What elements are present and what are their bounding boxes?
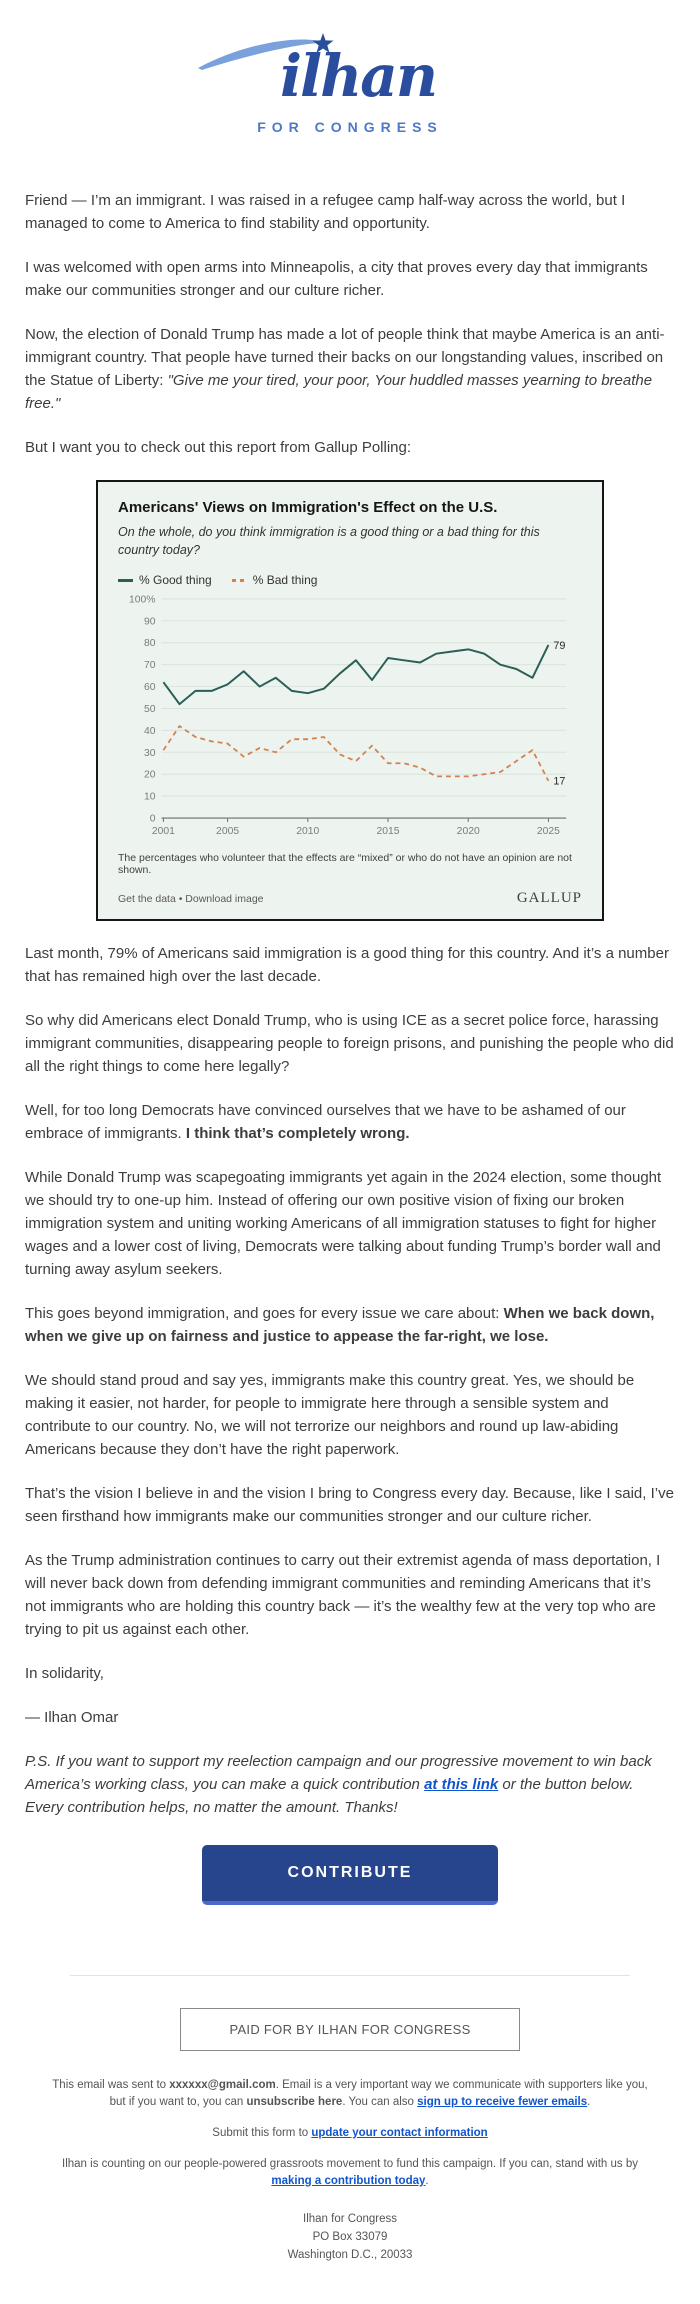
gallup-wordmark: GALLUP: [516, 889, 582, 906]
gallup-chart-card: [96, 480, 604, 921]
text-run: . You can also: [342, 2095, 418, 2108]
svg-text:2001: 2001: [151, 825, 175, 837]
text-run: unsubscribe here: [246, 2095, 343, 2108]
body-paragraph: [25, 256, 675, 302]
text-run: That’s the vision I believe in and the vision I bring to Congress every day. Because, like I said, I’ve seen firsthand how immigrants make our communities stronger and our culture richer.: [25, 1484, 674, 1525]
body-paragraph: [25, 1166, 675, 1281]
body-paragraph: [25, 189, 675, 235]
text-run: But I want you to check out this report from Gallup Polling:: [25, 439, 412, 456]
dashed-line-swatch-icon: [232, 579, 247, 582]
body-paragraph: [25, 323, 675, 415]
svg-text:20: 20: [143, 769, 156, 781]
legend-item: [118, 573, 212, 587]
footer-divider: [70, 1975, 630, 1976]
svg-text:0: 0: [149, 813, 156, 825]
address-city: Washington D.C., 20033: [287, 2248, 413, 2261]
campaign-logo: [0, 28, 700, 137]
text-run: This email was sent to: [52, 2078, 170, 2091]
chart-subtitle: On the whole, do you think immigration is a good thing or a bad thing for this country today?: [118, 525, 540, 557]
text-run: When we back down, when we give up on fairness and justice to appease the far-right, we lose.: [25, 1304, 655, 1345]
address-org: Ilhan for Congress: [303, 2212, 397, 2225]
text-run: . Email is a very important way we communicate with supporters like you, but if you want to, you can: [109, 2078, 648, 2108]
text-run: I was welcomed with open arms into Minneapolis, a city that proves every day that immigrants make our communities stronger and our culture richer.: [25, 259, 648, 299]
legend-label: % Good thing: [139, 573, 212, 587]
body-paragraph: [25, 1009, 675, 1078]
svg-text:17: 17: [553, 775, 566, 788]
paid-for-disclaimer: PAID FOR BY ILHAN FOR CONGRESS: [180, 2008, 520, 2051]
footer-line: [50, 2125, 650, 2142]
svg-text:10: 10: [143, 791, 156, 803]
chart-legend: [118, 573, 582, 587]
svg-text:30: 30: [143, 747, 156, 759]
body-paragraph: [25, 436, 675, 459]
svg-text:90: 90: [143, 616, 156, 628]
text-run: xxxxxx@gmail.com: [169, 2078, 276, 2091]
svg-text:100%: 100%: [129, 594, 156, 606]
body-paragraph: [25, 1482, 675, 1528]
text-run: I think that’s completely wrong.: [185, 1124, 410, 1142]
svg-text:2010: 2010: [296, 825, 320, 837]
svg-text:2020: 2020: [456, 825, 480, 837]
svg-text:40: 40: [143, 725, 156, 737]
text-run: "Give me your tired, your poor, Your huddled masses yearning to breathe free.": [25, 372, 653, 412]
legend-label: % Bad thing: [252, 573, 318, 587]
text-run: Submit this form to: [212, 2126, 312, 2139]
text-run: Ilhan is counting on our people-powered grassroots movement to fund this campaign. If you can, stand with us by: [62, 2157, 638, 2170]
svg-text:79: 79: [553, 639, 566, 652]
chart-data-links[interactable]: Get the data • Download image: [118, 892, 264, 905]
footer-fine-print: [0, 2077, 700, 2190]
text-run: Well, for too long Democrats have convinced ourselves that we have to be ashamed of our embrace of immigrants.: [25, 1101, 626, 1142]
text-run: Friend — I’m an immigrant. I was raised in a refugee camp half-way across the world, but I managed to come to America to find stability and opportunity.: [25, 192, 626, 232]
body-paragraph: [25, 942, 675, 988]
mailing-address: [0, 2210, 700, 2264]
inline-link[interactable]: at this link: [424, 1775, 499, 1793]
text-run: Now, the election of Donald Trump has made a lot of people think that maybe America is an anti-immigrant country. That people have turned their backs on our longstanding values, inscribed on the Statue of Liberty:: [25, 326, 665, 389]
logo-link[interactable]: [180, 28, 520, 135]
text-run: We should stand proud and say yes, immigrants make this country great. Yes, we should be making it easier, not harder, for people to immigrate here through a sensible system and contribute to our country. No, we will not terrorize our neighbors and round up law-abiding Americans because they don’t have the right paperwork.: [25, 1371, 635, 1458]
text-run: .: [587, 2095, 591, 2108]
inline-link[interactable]: making a contribution today: [271, 2174, 426, 2187]
address-pobox: PO Box 33079: [312, 2230, 388, 2243]
body-paragraph: [25, 1549, 675, 1641]
svg-text:2025: 2025: [536, 825, 560, 837]
chart-source-row: [118, 890, 582, 907]
svg-text:70: 70: [143, 660, 156, 672]
svg-text:2005: 2005: [216, 825, 240, 837]
contribute-button[interactable]: CONTRIBUTE: [202, 1845, 498, 1905]
svg-text:60: 60: [143, 682, 156, 694]
chart-plot: [118, 591, 582, 850]
ilhan-script-logo-icon: [180, 28, 520, 112]
ps-paragraph: [25, 1750, 675, 1819]
legend-item: [232, 573, 318, 587]
inline-link[interactable]: sign up to receive fewer emails: [417, 2095, 588, 2108]
text-run: P.S. If you want to support my reelection campaign and our progressive movement to win back America’s working class, you can make a quick contribution: [25, 1752, 652, 1793]
footer-line: [50, 2156, 650, 2190]
contribute-button-row: [25, 1845, 675, 1905]
text-run: As the Trump administration continues to carry out their extremist agenda of mass deportation, I will never back down from defending immigrant communities and reminding Americans that it’s not immigrants who are holding this country back — it’s the wealthy few at the very top who are trying to pit us against each other.: [25, 1551, 661, 1638]
svg-text:2015: 2015: [376, 825, 400, 837]
body-paragraph: [25, 1302, 675, 1348]
inline-link[interactable]: update your contact information: [311, 2126, 488, 2139]
body-paragraph: [25, 1369, 675, 1461]
text-run: In solidarity,: [25, 1664, 104, 1682]
text-run: Last month, 79% of Americans said immigration is a good thing for this country. And it’s a number that has remained high over the last decade.: [25, 944, 669, 985]
text-run: .: [425, 2174, 429, 2187]
text-run: or the button below. Every contribution helps, no matter the amount. Thanks!: [25, 1775, 634, 1816]
solid-line-swatch-icon: [118, 579, 133, 582]
signoff: [25, 1662, 675, 1685]
signature: [25, 1706, 675, 1729]
letter-content: [0, 189, 700, 1905]
body-paragraph: [25, 1099, 675, 1145]
text-run: — Ilhan Omar: [25, 1708, 119, 1726]
text-run: So why did Americans elect Donald Trump, who is using ICE as a secret police force, harassing immigrant communities, disappearing people to foreign prisons, and punishing the people who did all the right things to come here legally?: [25, 1011, 674, 1075]
chart-footnote: The percentages who volunteer that the effects are “mixed” or who do not have an opinion are not shown.: [118, 851, 572, 876]
chart-title: Americans' Views on Immigration's Effect on the U.S.: [118, 499, 498, 516]
text-run: While Donald Trump was scapegoating immigrants yet again in the 2024 election, some thought we should try to one-up him. Instead of offering our own positive vision of fixing our broken immigration system and uniting working Americans of all immigration statuses to fight for higher wages and a lower cost of living, Democrats were talking about funding Trump’s border wall and turning away asylum seekers.: [25, 1168, 662, 1278]
text-run: This goes beyond immigration, and goes for every issue we care about:: [25, 1304, 504, 1322]
footer-line: [50, 2077, 650, 2111]
svg-text:80: 80: [143, 638, 156, 650]
logo-wordmark: ilhan: [280, 42, 436, 110]
logo-tagline: FOR CONGRESS: [257, 119, 443, 135]
svg-text:50: 50: [143, 703, 156, 715]
